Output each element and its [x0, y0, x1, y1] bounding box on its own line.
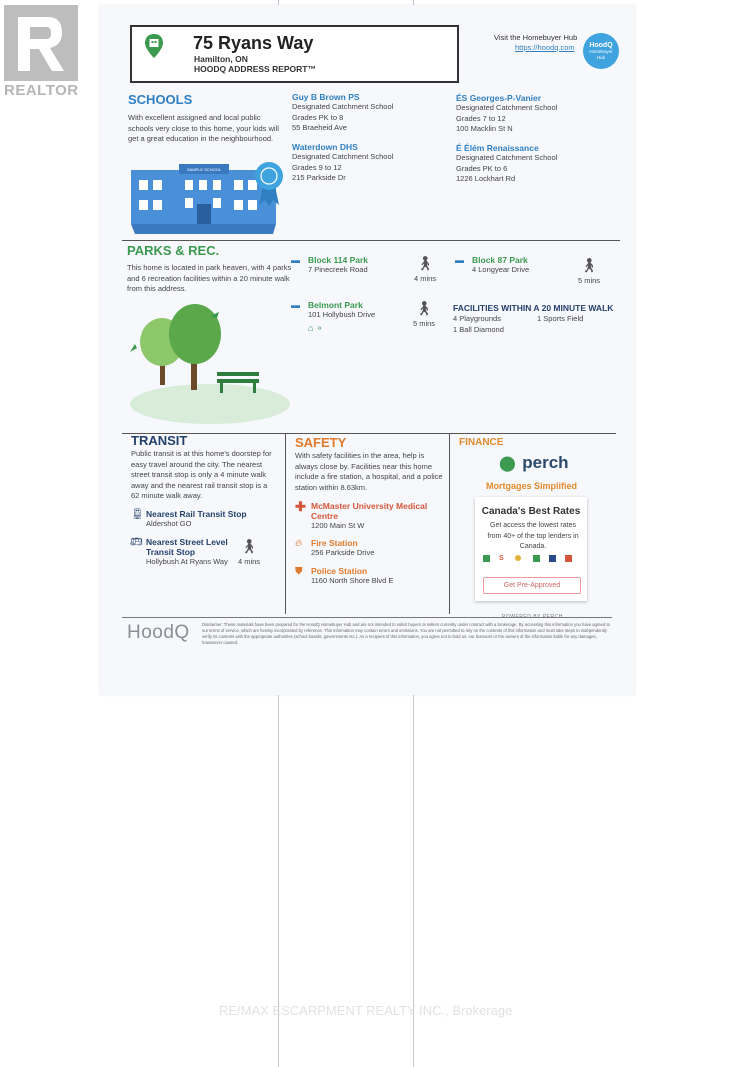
address-header — [130, 25, 459, 83]
transit-description: Public transit is at this home's doorstep for easy travel around the city. The nearest street transit stop is only a 4 minute walk away and the nearest rail transit stop is a 62 minute walk away. — [131, 449, 272, 500]
school-grades: Grades 7 to 12 — [456, 113, 506, 123]
street-label-2: Transit Stop — [146, 547, 196, 557]
walk-minutes: 4 mins — [413, 274, 437, 283]
realtor-logo — [4, 5, 78, 81]
park-walk-time — [411, 301, 437, 328]
realtor-wordmark: REALTOR — [4, 82, 79, 99]
homebuyer-hub-badge[interactable] — [583, 33, 619, 69]
school-item[interactable] — [456, 143, 557, 185]
column-divider — [285, 434, 286, 614]
facility-ball-diamond: 1 Ball Diamond — [453, 324, 504, 334]
school-address: 55 Braeheid Ave — [292, 123, 347, 132]
transit-walk-time — [236, 539, 262, 566]
street-transit-item[interactable] — [130, 537, 228, 568]
hospital-name-2: Centre — [311, 511, 338, 521]
perch-brand: perch — [522, 453, 569, 472]
school-type: Designated Catchment School — [456, 153, 558, 162]
park-name: Block 87 Park — [472, 255, 528, 265]
building-sign-text: SAMPLE SCHOOL — [186, 167, 222, 172]
schools-heading: SCHOOLS — [128, 92, 193, 107]
school-grades: Grades PK to 8 — [292, 112, 344, 122]
school-type: Designated Catchment School — [292, 102, 394, 111]
school-type: Designated Catchment School — [456, 103, 558, 112]
school-item[interactable] — [456, 93, 557, 135]
disclaimer-text: Disclaimer: These materials have been prepared for the HoodQ Homebuyer Hub and are not intended to solicit buyers or sellers currently under contract with a brokerage. By accessing this information you have agreed to our terms of service, which are hereby incorporated by reference. This information may contain errors and omissions. You are not permitted to rely on the contents of this information and must take steps to independently verify its contents with the appropriate authorities (school boards, governments etc.). As a recipient of this information, you agree not to hold us, our licensors or the owners of the information liable for any damages, howsoever caused. — [202, 622, 610, 645]
park-walk-time — [412, 256, 438, 283]
walking-person-icon: 🚶︎ — [415, 300, 433, 316]
lender-logo-icon — [483, 555, 490, 562]
footer-divider — [122, 617, 612, 618]
property-address: 75 Ryans Way — [193, 33, 314, 53]
rail-transit-item[interactable] — [131, 509, 247, 530]
school-grades: Grades 9 to 12 — [292, 162, 342, 172]
card-title: Canada's Best Rates — [481, 506, 581, 517]
police-station-name: Police Station — [311, 566, 368, 576]
fire-station-address: 256 Parkside Drive — [311, 548, 375, 557]
bench-icon: ▬ — [455, 255, 464, 265]
park-address: 7 Pinecreek Road — [308, 265, 368, 274]
hospital-name-1: McMaster University Medical — [311, 501, 428, 511]
card-text: Get access the lowest rates from 40+ of the top lenders in Canada. — [487, 522, 579, 550]
walking-person-icon: 🚶︎ — [580, 257, 598, 273]
train-icon: 🚆︎ — [131, 509, 144, 520]
rail-stop: Aldershot GO — [146, 519, 192, 528]
school-name: Waterdown DHS — [292, 142, 358, 152]
facility-playgrounds: 4 Playgrounds — [453, 314, 501, 323]
park-illustration — [125, 304, 290, 429]
lender-logo-icon — [515, 555, 521, 561]
lender-logo-icon: S — [499, 555, 504, 562]
fire-icon: 🔥︎ — [295, 538, 303, 549]
location-pin-icon — [144, 33, 164, 64]
school-type: Designated Catchment School — [292, 152, 394, 161]
perch-tagline: Mortgages Simplified — [486, 481, 578, 491]
police-station-item[interactable] — [295, 566, 393, 587]
hospital-cross-icon: ✚ — [295, 499, 306, 514]
bench-icon: ▬ — [291, 255, 300, 265]
street-label-1: Nearest Street Level — [146, 537, 228, 547]
walking-person-icon: 🚶︎ — [240, 538, 258, 554]
bus-icon: 🚌︎ — [130, 537, 143, 548]
award-ribbon-icon — [254, 160, 284, 211]
brokerage-watermark: RE/MAX ESCARPMENT REALTY INC., Brokerage — [219, 1003, 513, 1018]
park-item[interactable] — [291, 300, 375, 334]
lender-logo-icon — [549, 555, 556, 562]
park-address: 101 Hollybush Drive — [308, 310, 376, 319]
safety-description: With safety facilities in the area, help is always close by. Facilities near this home include a fire station, a hospital, and a police station within 8.63km. — [295, 451, 443, 492]
parks-heading: PARKS & REC. — [127, 243, 220, 258]
perch-rates-card — [475, 497, 587, 601]
transit-heading: TRANSIT — [131, 433, 188, 448]
park-address: 4 Longyear Drive — [472, 265, 530, 274]
park-walk-time — [576, 258, 602, 285]
fire-station-item[interactable] — [295, 538, 374, 559]
park-item[interactable] — [455, 255, 529, 276]
park-item[interactable] — [291, 255, 368, 276]
police-station-address: 1160 North Shore Blvd E — [311, 576, 394, 585]
school-address: 215 Parkside Dr — [292, 173, 346, 182]
fire-station-name: Fire Station — [311, 538, 358, 548]
hoodq-link[interactable]: https://hoodq.com — [515, 43, 575, 52]
section-divider — [122, 433, 616, 434]
get-pre-approved-button[interactable]: Get Pre-Approved — [483, 577, 581, 594]
property-city: Hamilton, ON — [194, 54, 248, 64]
school-item[interactable] — [292, 142, 393, 184]
walk-minutes: 4 mins — [237, 557, 261, 566]
perch-pin-icon: ⬤ — [499, 455, 516, 472]
facility-sports-field: 1 Sports Field — [537, 314, 584, 323]
hoodq-footer-logo: HoodQ — [127, 622, 190, 643]
schools-description: With excellent assigned and local public schools very close to this home, your kids will get a great education in the neighbourhood. — [128, 113, 279, 143]
school-address: 1226 Lockhart Rd — [456, 174, 516, 183]
hospital-address: 1200 Main St W — [311, 521, 365, 530]
walk-minutes: 5 mins — [412, 319, 436, 328]
column-divider — [449, 434, 450, 614]
facilities-block — [453, 303, 613, 335]
perch-logo — [499, 453, 569, 473]
visit-hub-text: Visit the Homebuyer Hub — [494, 33, 578, 42]
rail-label: Nearest Rail Transit Stop — [146, 509, 247, 519]
school-name: ÉS Georges-P-Vanier — [456, 93, 542, 103]
police-badge-icon: ⛊ — [295, 566, 303, 577]
walk-minutes: 5 mins — [577, 276, 601, 285]
parks-description: This home is located in park heaven, with 4 parks and 6 recreation facilities within a 20 minute walk from this address. — [127, 263, 292, 293]
school-name: É Élém Renaissance — [456, 143, 539, 153]
park-name: Block 114 Park — [308, 255, 369, 265]
park-name: Belmont Park — [308, 300, 363, 310]
hospital-item[interactable] — [295, 501, 427, 532]
lender-logo-icon — [565, 555, 572, 562]
lender-logos — [483, 555, 579, 565]
walking-person-icon: 🚶︎ — [416, 255, 434, 271]
safety-heading: SAFETY — [295, 435, 347, 450]
lender-logo-icon — [533, 555, 540, 562]
bench-icon: ▬ — [291, 300, 300, 310]
badge-top-text: HoodQ — [589, 42, 613, 49]
school-grades: Grades PK to 6 — [456, 163, 508, 173]
badge-bottom-text: Homebuyer Hub — [589, 49, 613, 60]
report-label: HOODQ ADDRESS REPORT™ — [194, 64, 317, 74]
facilities-heading: FACILITIES WITHIN A 20 MINUTE WALK — [453, 303, 614, 313]
section-divider — [122, 240, 620, 241]
school-name: Guy B Brown PS — [292, 92, 360, 102]
school-address: 100 Macklin St N — [456, 124, 513, 133]
school-item[interactable] — [292, 92, 393, 134]
finance-heading: FINANCE — [459, 437, 504, 448]
street-stop: Hollybush At Ryans Way — [146, 557, 228, 566]
playground-icon: ⌂ ⚬ — [308, 322, 324, 333]
